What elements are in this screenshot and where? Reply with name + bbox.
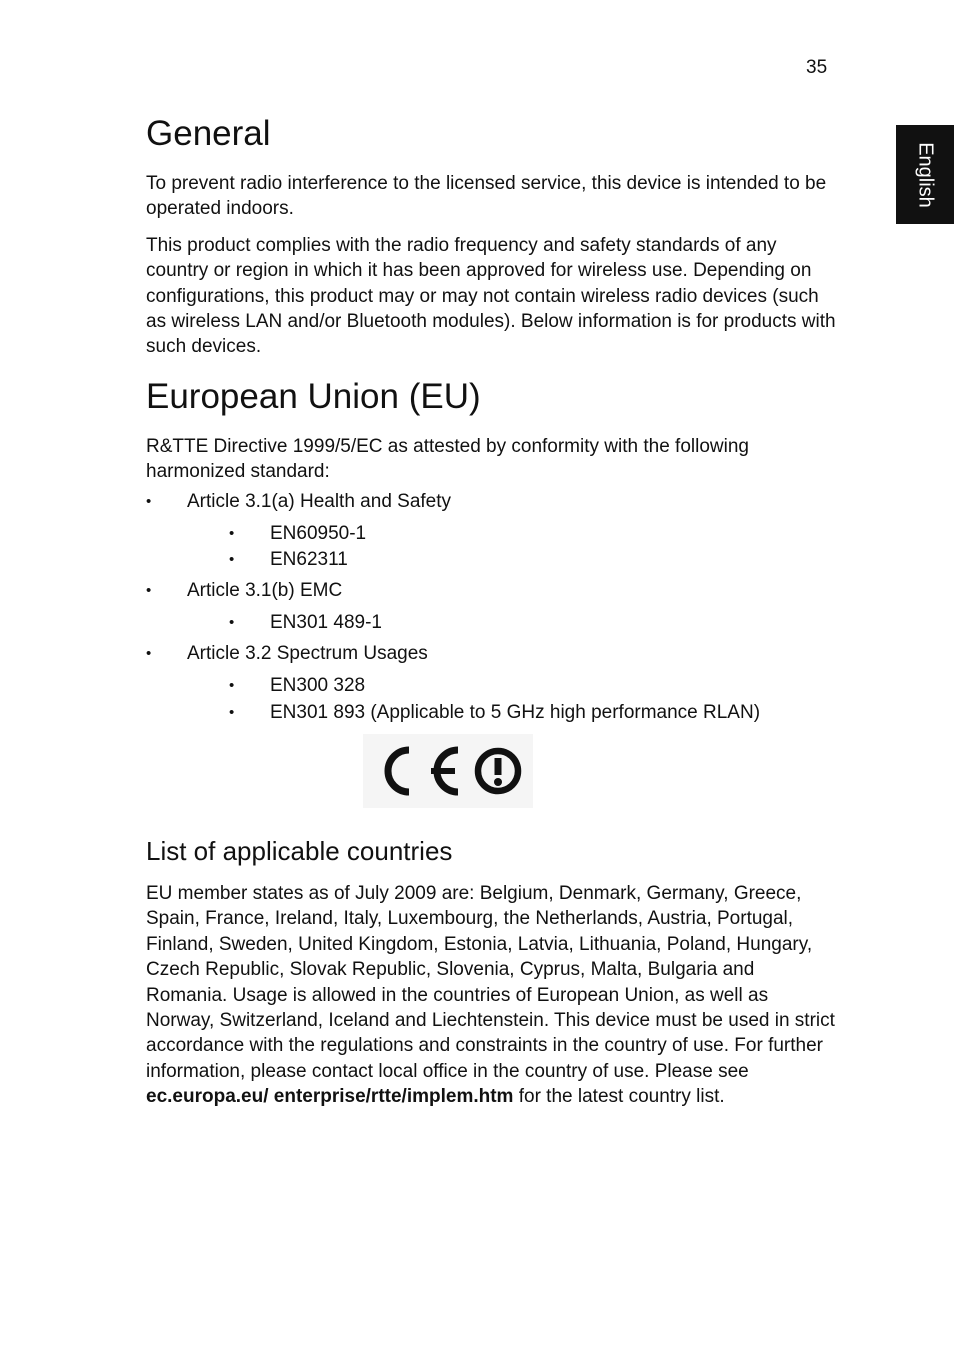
standard-label: EN300 328 [270,675,366,697]
countries-text: EU member states as of July 2009 are: Belgium, Denmark, Germany, Greece, Spain, France, Ireland, Italy, Luxembourg, the Netherlands, Austria, Portugal, Finland, Sweden, United Kingdom, Estonia, Latvia, Lithuania, Poland, Hungary, Czech Republic, Slovak Republic, Slovenia, Cyprus, Malta, Bulgaria and Romania. Usage is allowed in the countries of European Union, as well as Norway, Switzerland, Iceland and Liechtenstein. This device must be used in strict accordance with the regulations and constraints in the country of use. For further information, please contact local office in the country of use. Please see [146,882,835,1082]
standard-label: EN301 893 (Applicable to 5 GHz high performance RLAN) [270,701,761,723]
bullet: • [229,525,235,543]
countries-text-end: for the latest country list. [513,1086,725,1108]
bullet: • [146,492,152,510]
standard-item [229,673,836,699]
bullet: • [229,614,235,632]
countries-heading: List of applicable countries [146,835,453,866]
page-content [146,113,836,1110]
bullet: • [229,551,235,569]
ce-alert-mark [363,734,533,808]
countries-paragraph [146,881,836,1110]
article-item [146,641,836,726]
eu-intro: R&TTE Directive 1999/5/EC as attested by conformity with the following harmonized standard: [146,435,749,483]
bullet: • [229,677,235,695]
general-paragraph: This product complies with the radio frequency and safety standards of any country or region in which it has been approved for wireless use. Depending on configurations, this product may or may not contain wireless radio devices (such as wireless LAN and/or Bluetooth modules). Below information is for products with such devices. [146,234,836,358]
article-list [146,489,836,726]
standard-label: EN60950-1 [270,523,367,545]
standard-list [187,521,836,574]
article-label: Article 3.1(b) EMC [187,579,343,601]
standard-item [229,700,836,726]
bullet: • [146,644,152,662]
ce-mark-icon [363,734,533,808]
page-number: 35 [806,57,828,78]
countries-link[interactable]: ec.europa.eu/ enterprise/rtte/implem.htm [146,1086,514,1108]
standard-item [229,610,836,636]
article-item [146,578,836,637]
standard-item [229,521,836,547]
standard-item [229,547,836,573]
language-tab-label: English [914,141,937,208]
standard-list [187,610,836,636]
standard-label: EN62311 [270,549,348,571]
general-paragraph: To prevent radio interference to the licensed service, this device is intended to be operated indoors. [146,173,827,220]
article-label: Article 3.2 Spectrum Usages [187,642,428,664]
language-tab [896,125,954,224]
standard-label: EN301 489-1 [270,612,382,634]
general-heading: General [146,114,271,153]
bullet: • [229,703,235,721]
article-item [146,489,836,574]
standard-list [187,673,836,726]
eu-heading: European Union (EU) [146,376,481,416]
bullet: • [146,581,152,599]
article-label: Article 3.1(a) Health and Safety [187,490,452,512]
